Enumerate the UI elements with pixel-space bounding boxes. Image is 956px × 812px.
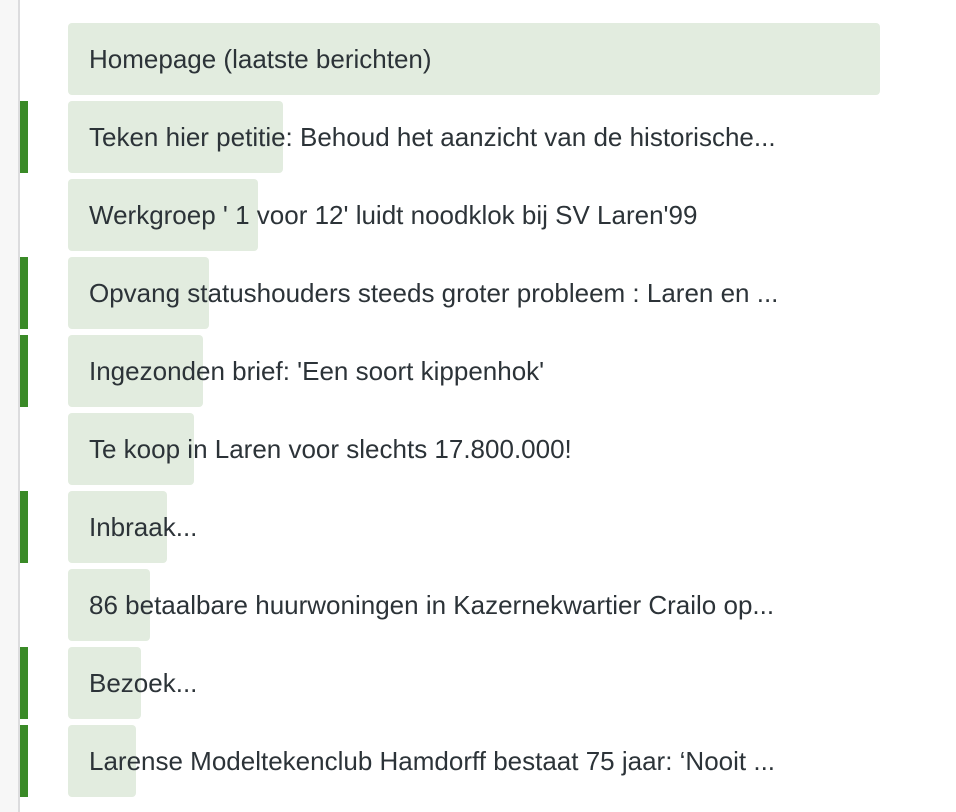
list-item[interactable] xyxy=(0,23,956,95)
list-item[interactable] xyxy=(0,335,956,407)
post-title-link[interactable]: Teken hier petitie: Behoud het aanzicht van de historische... xyxy=(89,122,776,152)
top-posts-list xyxy=(0,23,956,803)
list-item[interactable] xyxy=(0,101,956,173)
post-title-link[interactable]: Homepage (laatste berichten) xyxy=(89,44,432,74)
row-marker xyxy=(20,335,28,407)
list-item[interactable] xyxy=(0,257,956,329)
list-item[interactable] xyxy=(0,491,956,563)
post-title-link[interactable]: Inbraak... xyxy=(89,512,198,542)
post-title-link[interactable]: Werkgroep ' 1 voor 12' luidt noodklok bij SV Laren'99 xyxy=(89,200,698,230)
row-marker xyxy=(20,101,28,173)
list-item[interactable] xyxy=(0,725,956,797)
post-title-link[interactable]: 86 betaalbare huurwoningen in Kazernekwartier Crailo op... xyxy=(89,590,775,620)
list-item[interactable] xyxy=(0,413,956,485)
list-item[interactable] xyxy=(0,179,956,251)
row-marker xyxy=(20,725,28,797)
post-title-link[interactable]: Larense Modeltekenclub Hamdorff bestaat 75 jaar: ‘Nooit ... xyxy=(89,746,776,776)
post-title-link[interactable]: Bezoek... xyxy=(89,668,198,698)
list-item[interactable] xyxy=(0,569,956,641)
post-title-link[interactable]: Ingezonden brief: 'Een soort kippenhok' xyxy=(89,356,545,386)
row-marker xyxy=(20,491,28,563)
row-marker xyxy=(20,257,28,329)
row-marker xyxy=(20,647,28,719)
post-title-link[interactable]: Te koop in Laren voor slechts 17.800.000! xyxy=(89,434,572,464)
list-item[interactable] xyxy=(0,647,956,719)
post-title-link[interactable]: Opvang statushouders steeds groter probleem : Laren en ... xyxy=(89,278,779,308)
